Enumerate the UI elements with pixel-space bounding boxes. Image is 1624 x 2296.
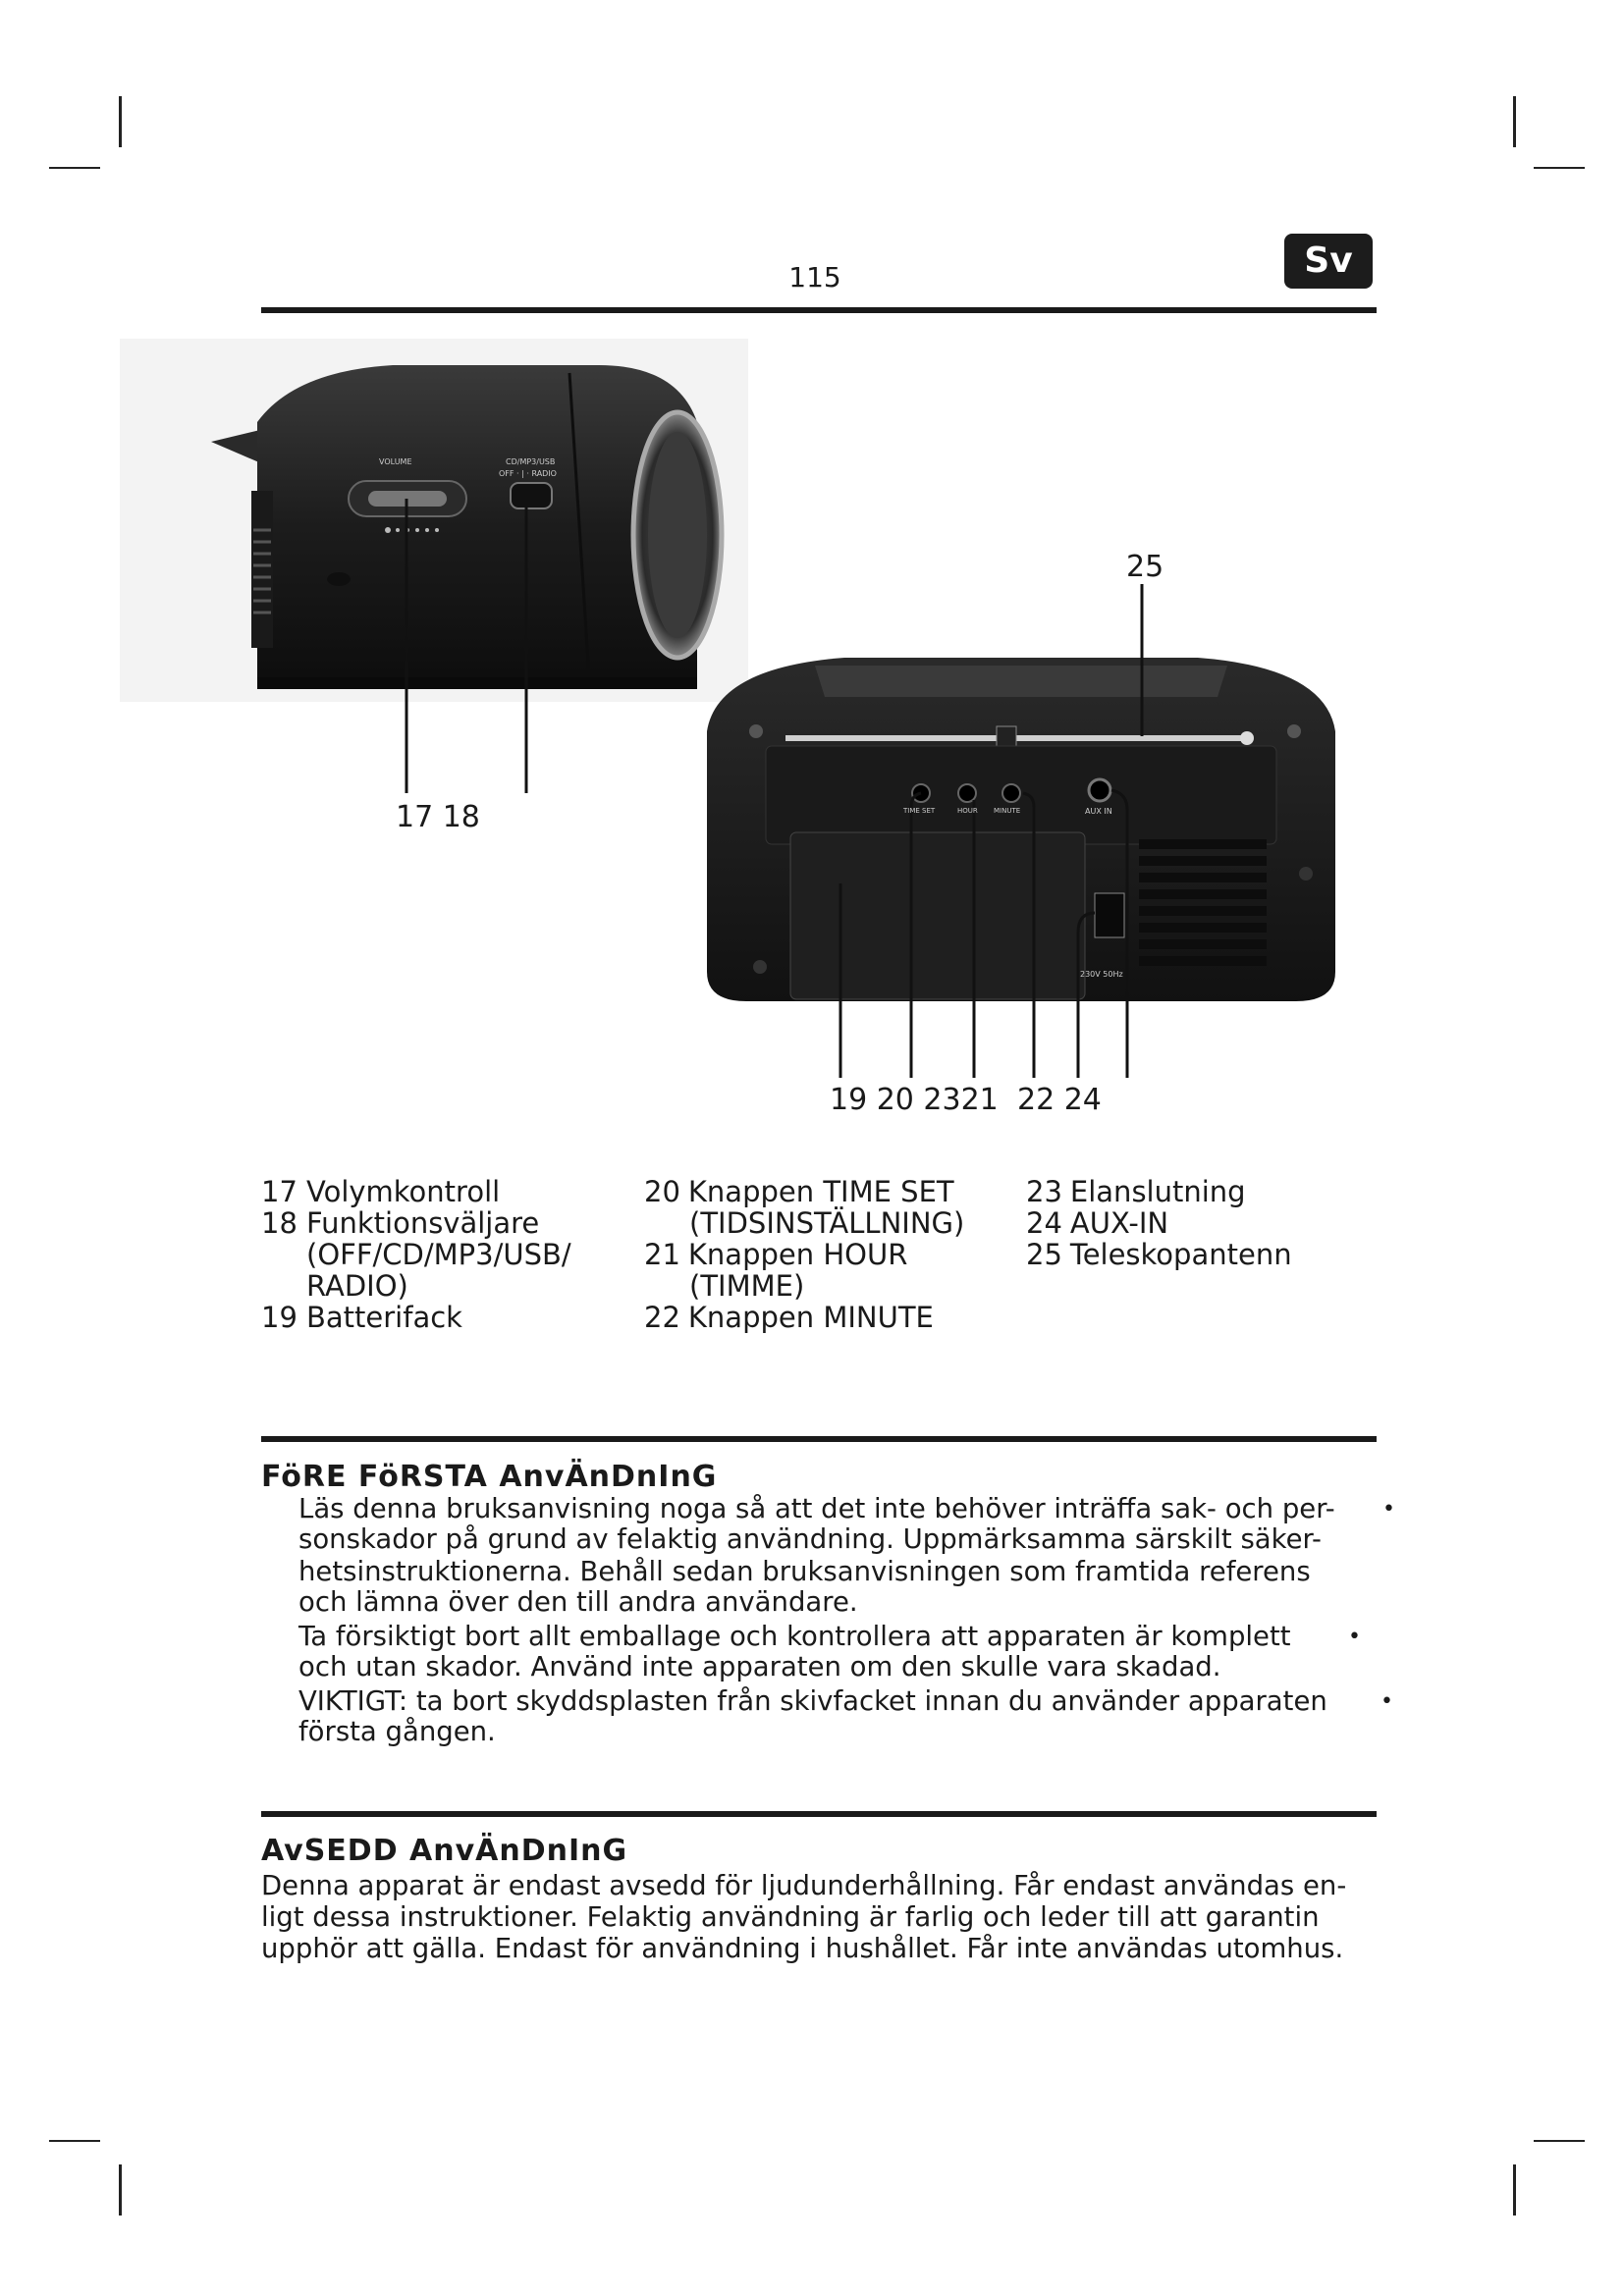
legend-number: 22 [644,1301,680,1334]
section1-line: och utan skador. Använd inte apparaten om den skulle vara skadad. [298,1651,1221,1682]
legend-text: Knappen TIME SET [687,1175,954,1208]
device-label-minute: MINUTE [994,807,1021,815]
callout-25: 25 [1126,550,1164,584]
section1-line: och lämna över den till andra användare. [298,1586,858,1618]
section1-line: hetsinstruktionerna. Behåll sedan bruksanvisningen som framtida referens [298,1556,1311,1587]
legend-item [261,1176,615,1207]
bullet-marker: • [1380,1689,1393,1714]
legend-subtext: (TIMME) [689,1269,805,1303]
device-label-switch: OFF · | · RADIO [499,469,557,478]
back-view-illustration [707,658,1335,1001]
section-title-intended-use: AvSEDD AnvÄnDnInG [261,1834,628,1868]
legend-item [261,1302,615,1333]
legend-text: Funktionsväljare (OFF/CD/MP3/USB/ RADIO) [306,1206,571,1303]
language-badge: Sv [1284,234,1373,289]
legend-item [1026,1207,1350,1239]
section-rule [261,1811,1377,1817]
legend-column-3 [1026,1176,1350,1270]
device-label-hour: HOUR [957,807,978,815]
page-number: 115 [788,261,841,294]
legend-text: Teleskopantenn [1069,1238,1292,1271]
device-label-mode: CD/MP3/USB [506,457,556,466]
legend-number: 19 [261,1301,298,1334]
legend-number: 17 [261,1175,298,1208]
section1-line: VIKTIGT: ta bort skyddsplasten från skivfacket innan du använder apparaten [298,1685,1327,1717]
device-label-aux-in: AUX IN [1085,807,1112,816]
crop-mark [1513,2164,1516,2216]
legend-item [1026,1239,1350,1270]
legend-text: Knappen MINUTE [687,1301,934,1334]
section1-line: Ta försiktigt bort allt emballage och kontrollera att apparaten är komplett [298,1621,1291,1652]
section2-line: upphör att gälla. Endast för användning i hushållet. Får inte användas utomhus. [261,1933,1344,1964]
legend-number: 23 [1026,1175,1062,1208]
legend-subtext: (TIDSINSTÄLLNING) [689,1206,965,1240]
callout-19-20-23-21: 19 20 2321 [830,1083,999,1117]
device-label-power: 230V 50Hz [1080,970,1123,979]
callout-17-18: 17 18 [396,800,480,834]
legend-item [644,1302,1017,1333]
section1-line: Läs denna bruksanvisning noga så att det inte behöver inträffa sak- och per- [298,1493,1335,1524]
legend-number: 20 [644,1175,680,1208]
legend-number: 25 [1026,1238,1062,1271]
section2-line: ligt dessa instruktioner. Felaktig användning är farlig och leder till att garantin [261,1901,1320,1933]
legend-column-1 [261,1176,615,1333]
device-label-time-set: TIME SET [903,807,936,815]
legend-text: Elanslutning [1069,1175,1246,1208]
crop-mark [1534,2140,1585,2142]
legend-number: 18 [261,1206,298,1240]
legend-text: Knappen HOUR [687,1238,908,1271]
crop-mark [49,2140,100,2142]
legend-text: Volymkontroll [306,1175,501,1208]
section-title-before-first-use: FöRE FöRSTA AnvÄnDnInG [261,1460,718,1494]
legend-number: 24 [1026,1206,1062,1240]
legend-column-2 [644,1176,1017,1333]
bullet-marker: • [1348,1625,1361,1649]
legend-item [644,1176,1017,1207]
section2-line: Denna apparat är endast avsedd för ljudunderhållning. Får endast användas en- [261,1870,1347,1901]
legend-item [644,1239,1017,1270]
legend-item [1026,1176,1350,1207]
legend-item [261,1207,615,1302]
section-rule [261,1436,1377,1442]
legend-text: Batterifack [306,1301,462,1334]
section1-line: sonskador på grund av felaktig användning. Uppmärksamma särskilt säker- [298,1523,1322,1555]
section1-line: första gången. [298,1716,496,1747]
side-view-illustration [120,339,748,702]
crop-mark [119,2164,122,2216]
legend-text: AUX-IN [1069,1206,1169,1240]
callout-22-24: 22 24 [1017,1083,1102,1117]
bullet-marker: • [1382,1497,1395,1522]
device-label-volume: VOLUME [379,457,412,466]
legend-number: 21 [644,1238,680,1271]
